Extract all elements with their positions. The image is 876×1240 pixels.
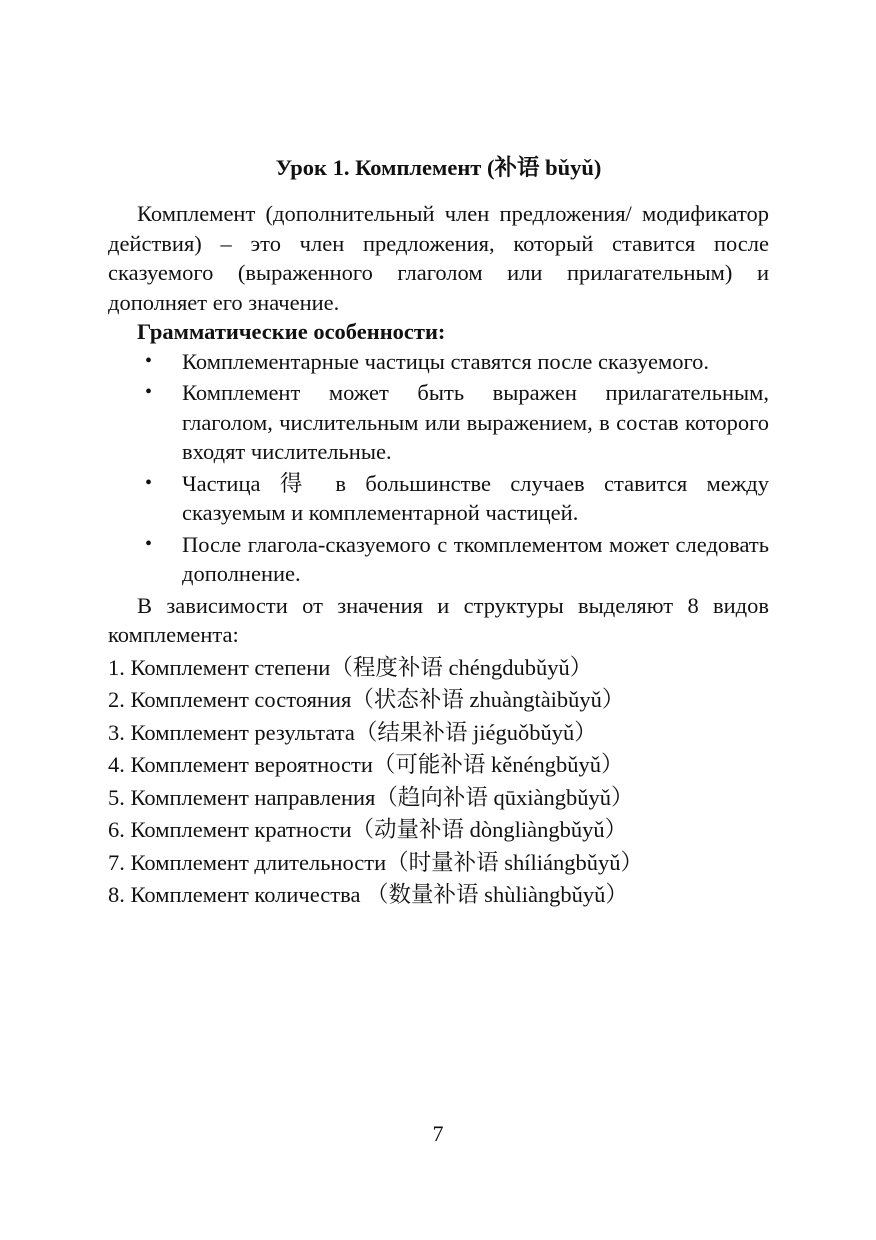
features-list — [108, 347, 769, 589]
page-content — [108, 153, 769, 912]
list-item: 3. Комплемент результата（结果补语 jiéguǒbǔyǔ） — [108, 719, 597, 745]
list-item — [108, 469, 769, 528]
bullet-icon: • — [145, 381, 153, 403]
complement-types-list — [108, 652, 769, 912]
bullet-icon: • — [145, 532, 153, 555]
list-item — [108, 530, 769, 589]
bullet-icon: • — [145, 471, 153, 494]
feature-text: Комплементарные частицы ставятся после сказуемого. — [182, 348, 709, 374]
feature-text: Комплемент может быть выражен прилагательным, глаголом, числительным или выражением, в состав которого входят числительные. — [182, 380, 769, 464]
features-heading: Грамматические особенности: — [137, 319, 446, 344]
list-item: 7. Комплемент длительности（时量补语 shíliángbǔyǔ） — [108, 849, 644, 875]
list-item: 4. Комплемент вероятности（可能补语 kěnéngbǔyǔ） — [108, 752, 624, 777]
intro-paragraph: Комплемент (дополнительный член предложения/ модификатор действия) – это член предложения, который ставится после сказуемого (выраженного глаголом или прилагательным) и дополняет его значение. — [108, 201, 769, 315]
list-item: 5. Комплемент направления（趋向补语 qūxiàngbǔyǔ） — [108, 784, 634, 810]
lesson-title: Урок 1. Комплемент (补语 bǔyǔ) — [275, 155, 602, 180]
feature-text: После глагола-сказуемого с ткомплементом может следовать дополнение. — [182, 531, 769, 586]
bullet-icon: • — [145, 349, 153, 372]
page-number: 7 — [432, 1121, 444, 1146]
list-item: 6. Комплемент кратности（动量补语 dòngliàngbǔyǔ） — [108, 817, 628, 842]
list-item — [108, 347, 769, 377]
feature-text: Частица 得 в большинстве случаев ставится между сказуемым и комплементарной частицей. — [182, 470, 769, 525]
types-intro-paragraph: В зависимости от значения и структуры выделяют 8 видов комплемента: — [108, 592, 769, 647]
list-item: 8. Комплемент количества （数量补语 shùliàngbǔyǔ） — [108, 882, 628, 907]
list-item: 1. Комплемент степени（程度补语 chéngdubǔyǔ） — [108, 654, 593, 680]
list-item: 2. Комплемент состояния（状态补语 zhuàngtàibǔyǔ） — [108, 687, 625, 712]
list-item — [108, 378, 769, 467]
